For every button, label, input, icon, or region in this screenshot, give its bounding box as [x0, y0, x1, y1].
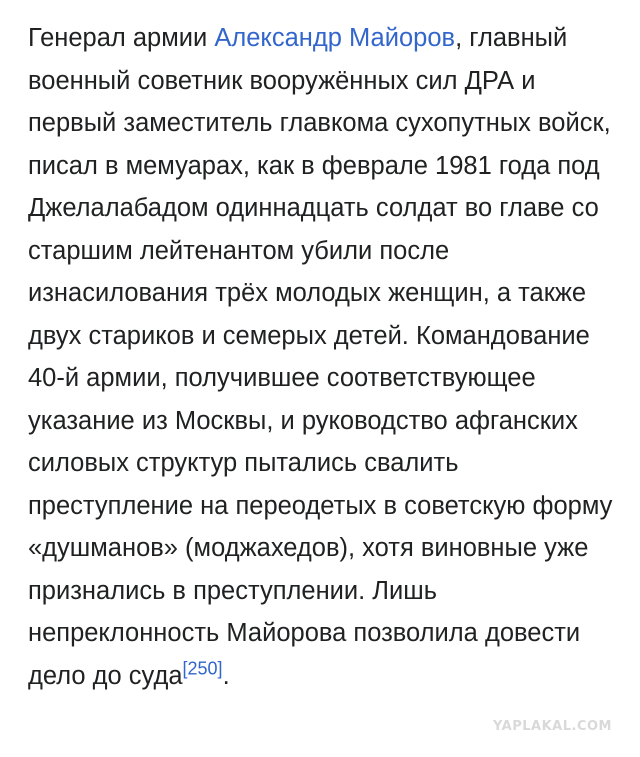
- article-paragraph: [28, 17, 628, 697]
- paragraph-text-main: , главный военный советник вооружённых сил ДРА и первый заместитель главкома сухопутных войск, писал в мемуарах, как в феврале 1981 года под Джелалабадом одиннадцать солдат во главе со старшим лейтенантом убили после изнасилования трёх молодых женщин, а также двух стариков и семерых детей. Командование 40-й армии, получившее соответствующее указание из Москвы, и руководство афганских силовых структур пытались свалить преступление на переодетых в советскую форму «душманов» (моджахедов), хотя виновные уже признались в преступлении. Лишь непреклонность Майорова позволила довести дело до суда: [28, 24, 613, 690]
- paragraph-text-start: Генерал армии: [28, 24, 215, 52]
- paragraph-text-end: .: [222, 661, 230, 690]
- watermark-logo: YAPLAKAL.COM: [493, 719, 612, 734]
- person-link[interactable]: Александр Майоров: [214, 24, 456, 52]
- reference-link[interactable]: [250]: [182, 658, 223, 678]
